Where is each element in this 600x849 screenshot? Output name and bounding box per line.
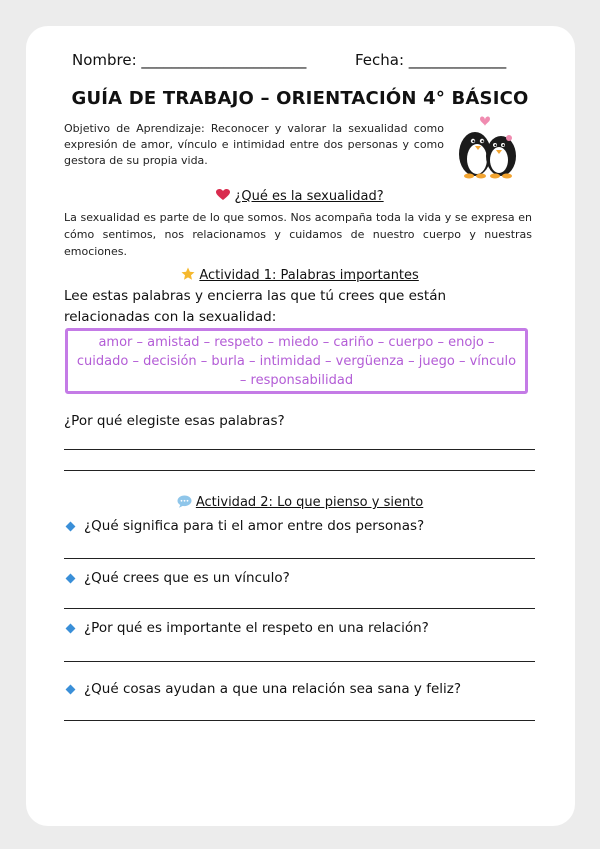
activity2-heading [0,495,600,510]
penguins-illustration [449,110,525,182]
learning-objective: Objetivo de Aprendizaje: Reconocer y valorar la sexualidad como expresión de amor, vínculo e intimidad entre dos personas y como gestora de su propia vida. [64,122,444,167]
word-list[interactable]: amor – amistad – respeto – miedo – cariño – cuerpo – enojo – cuidado – decisión – burla – intimidad – vergüenza – juego – vínculo – responsabilidad [76,334,517,388]
activity1-question: ¿Por qué elegiste esas palabras? [64,413,285,429]
activity1-title: Actividad 1: Palabras importantes [199,268,419,283]
answer-line[interactable] [64,470,535,471]
star-icon [181,267,195,281]
page-title: GUÍA DE TRABAJO – ORIENTACIÓN 4° BÁSICO [71,88,529,109]
answer-line[interactable] [64,608,535,609]
activity2-title: Actividad 2: Lo que pienso y siento [195,495,424,510]
answer-line[interactable] [64,720,535,721]
heart-icon [216,189,230,201]
answer-line[interactable] [64,449,535,450]
answer-line[interactable] [64,558,535,559]
section-sexuality-heading [0,189,600,204]
name-field[interactable]: Nombre: ______________________ [72,51,307,69]
activity2-question-1: ¿Qué significa para ti el amor entre dos personas? [84,518,425,534]
sexuality-paragraph: La sexualidad es parte de lo que somos. Nos acompaña toda la vida y se expresa en cómo sentimos, nos relacionamos y cuidamos de nuestro cuerpo y nuestras emociones. [64,211,532,258]
activity1-heading [0,267,600,283]
date-field[interactable]: Fecha: _____________ [355,51,507,69]
activity2-question-3: ¿Por qué es importante el respeto en una relación? [84,620,429,636]
answer-line[interactable] [64,661,535,662]
activity2-question-4: ¿Qué cosas ayudan a que una relación sea sana y feliz? [84,681,462,697]
speech-bubble-icon [177,495,192,508]
activity1-instruction: Lee estas palabras y encierra las que tú crees que están relacionadas con la sexualidad: [64,288,447,325]
small-heart-icon [480,116,490,126]
word-box [65,328,528,394]
activity2-question-2: ¿Qué crees que es un vínculo? [84,570,290,586]
section-sexuality-title: ¿Qué es la sexualidad? [234,189,384,204]
